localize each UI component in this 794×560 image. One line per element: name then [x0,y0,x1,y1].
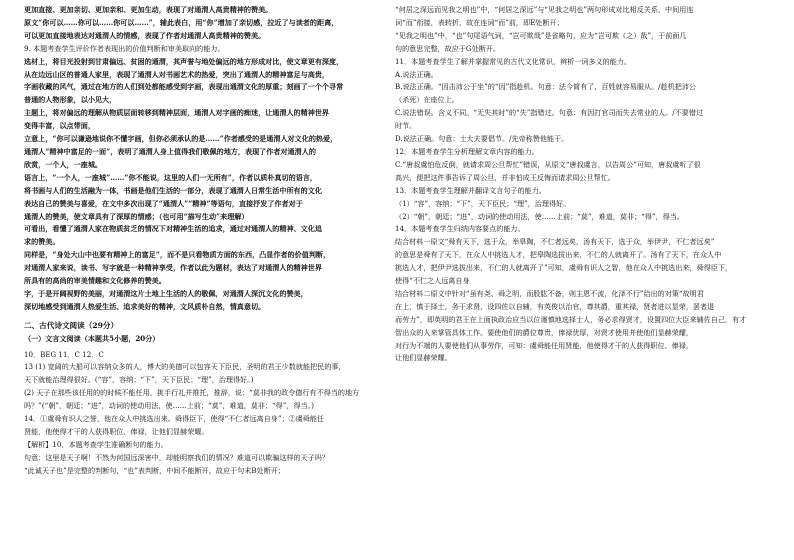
left-text-line: 从在边远山区的普通人家里，表现了通渭人对书画艺术的热爱，突出了通渭人的精神富足与高贵， [24,69,330,79]
answer-text-line: (2) 天子在那些该任用的的时候不能任用，挑手行礼并推托，推辞，说：“莫非我的政令德行有不得当的地方 [24,388,360,398]
left-text-line: 对通渭人家来说，读书、写字就是一种精神享受，作者以此为题材，表达了对通渭人的精神世界 [24,263,322,273]
right-text-line: B.说法正确。“因击沛公于坐”的“因”指趁机。句意：法今简有了，百姓就容易服从。/趁机把沛公 [395,82,697,92]
answer-text-line: 天下就能治理得很好。(“容”，容纳；“下”，天下臣民；“理”，治理得好。) [24,375,254,385]
right-text-line: 结合材料一原文“舜有天下，选于众，举皋陶，不仁者远矣，汤有天下，选于众，举伊尹，不仁者远矣” [395,237,715,247]
left-text-line: 原文“你可以……你可以……你可以……”，辅此表白，用“你”增加了亲切感，拉近了与读者的距离， [24,17,339,27]
left-text-line: 可看出，看懂了通渭人家在物质贫乏的情况下对精神生活的追求，通过对通渭人的精神、文化追 [24,224,322,234]
left-text-line: 通渭人的赞美，使文章具有了深厚的情感；（也可用“描写生动”来理解） [24,211,249,221]
left-text-line: 深切地感受到通渭人热爱生活、追求美好的精神，文风质朴自然，情真意切。 [24,301,266,311]
left-text-line: 立意上，“你可以谦逊地说你不懂字画，但你必须承认的是……”作者感受的是通渭人对文化的热爱， [24,134,338,144]
left-text-line: 选材上，将目光投射到甘肃偏远、贫困的通渭，其声誉与地处偏远的地方形成对比，使文章更有深度， [24,56,344,66]
subsection-title: （一）文言文阅读（本题共5小题，20分） [24,333,160,343]
answer-text-line: 【解析】10．本题考查学生准确断句的能力。 [24,439,168,449]
left-text-line: 主题上，将对偏远的理解从物质层面转移到精神层面，通渭人对字画的痴迷，让通渭人的精神世界 [24,108,330,118]
left-column [24,4,374,478]
right-text-line: 而劳力”，即英明的君王在上面执政治应当以位谨慎地选择士人，务必求得贤才，设置四位大臣来辅佐自己，有才 [395,314,747,324]
right-text-line: 挑选人才，把伊尹选拔出来，不仁的人就离开了”可知，虞舜有识人之智，他在众人中挑选出来，舜得臣下， [395,263,733,273]
right-text-line: C.“唐叔虞怕危反倒，就请求周公旦帮忙”错误，从原文“唐叔虞言，以告周公”可知，唐叔虞听了很 [395,159,701,169]
left-text-line: 更加直接、更加亲切、更加亲和、更加生动，表现了对通渭人高贵精神的赞美。 [24,5,273,14]
right-text-line: （1）“容”，容纳；“下”，天下臣民；“理”，治理得好。 [395,198,571,208]
right-text-line: 在上，慎于择士，务于求贤，设四佐以自辅，有英俊以治官，尊其爵，重其禄，贤者进以显荣，罢者退 [395,301,715,311]
left-text-line: 通渭人“精神中富足的一面”，表明了通渭人身上值得我们敬佩的地方，表现了作者对通渭人的 [24,146,316,156]
answer-text-line: 吗？”(“朝”，朝廷；“进”，动词的使动用法，使……上前；“莫”，难道，莫非；“得”，得当。) [24,401,314,411]
left-text-line: 将书画与人们的生活融为一体，书画是他们生活的一部分，表现了通渭人日常生活中所有的文化 [24,185,322,195]
left-text-line: 变得丰富，以点带面， [24,121,95,131]
right-text-line: 12．本题考查学生分析理解文章内容的能力。 [395,146,539,156]
answer-text-line: “此诚天子也”是完整的判断句，“也”表判断，中间不能断开，故应于句末B处断开； [24,465,285,475]
left-text-line: 字，于是开阔视野的美丽，对通渭这片土地上生活的人的敬佩，对通渭人深沉文化的赞美， [24,288,308,298]
right-text-line: 智出众的人来掌管具体工作。要使他们的爵位尊贵，俸禄优厚，对贤才使用并使他们显赫荣耀， [395,327,693,337]
right-text-line: 高兴，便把这件事告诉了周公旦，并非怕成王反悔而请求周公旦帮忙。 [395,172,615,182]
right-text-line: 对行为不端的人要使他们从事劳作，可知：虞舜能任用贤能，他使得才干的人获得职位、俸禄， [395,340,693,350]
answer-text-line: 13 (1) 宽阔的大船可以容纳众多的人，博大的美德可以包容天下臣民，圣明的君王少数就能把民的事， [24,362,346,372]
right-text-line: A.说法正确。 [395,69,438,79]
right-column [395,4,773,365]
answer-key-line: 10．BEG 11．C 12．C [24,349,104,359]
section-title: 二、古代诗文阅读（29分） [24,320,119,330]
right-text-line: 句的意思完整，故应于G处断开。 [395,43,500,53]
right-text-line: 词“而”衔接，表转折，故在连词“而”前，即E处断开； [395,17,564,27]
right-text-line: （杀死）在座位上。 [395,95,459,105]
right-text-line: “见我之明也”中，“也”句尾语气词，“岂可欺哉”是省略句，应为“岂可欺（之）哉”，于前面几 [395,30,687,40]
right-text-line: 的意思是舜有了天下，在众人中挑选人才，把皋陶选拔出来，不仁的人就离开了。汤有了天下，在众人中 [395,250,722,260]
left-text-line: 9. 本题考查学生评价作者表现出的价值判断和审美取向的能力。 [24,43,225,53]
right-text-line: D.说法正确。句意：士大夫要倡节。/先帝称赞他能干。 [395,134,569,144]
left-text-line: 可以更加直接地表达对通渭人的情感，表现了作者对通渭人高贵精神的赞美。 [24,30,266,40]
left-text-line: 表达自己的赞美与喜爱，在文中多次出现了“通渭人”“精神”等语句，直接抒发了作者对于 [24,198,303,208]
right-text-line: 11．本题考查学生了解并掌握常见的古代文化常识，辨析一词多义的能力。 [395,56,632,66]
right-text-line: 使得“不仁之人远离自身 [395,276,470,286]
right-text-line: 结合材料二原文中针对“虽有尧、舜之明，而股肱不备，则主恩不流，化泽不行”给出的对策“故明君 [395,288,704,298]
right-text-line: 13．本题考查学生理解并翻译文言句子的能力。 [395,185,546,195]
left-text-line: 欣赏，一个人，一座城。 [24,159,103,169]
right-text-line: 时节。 [395,121,417,131]
answer-text-line: 句意：这里是天子啊！不然为何国远深害中，却能明察我们的情况？难道可以欺骗这样的天子吗？ [24,452,330,462]
left-text-line: 普通的人物形象，以小见大， [24,95,117,105]
answer-text-line: 贤能，他使得才干的人获得职位、俸禄，让他们显赫荣耀。 [24,427,209,436]
left-text-line: 语言上，“一个人，一座城”……“你不能说，这里的人们一无所有”，作者以质朴真切的语言， [24,172,317,182]
right-text-line: 14．本题考查学生归纳内容要点的能力。 [395,224,525,234]
left-text-line: 字画收藏的风气，通过在地方的人们到处都能感受到字画，表现出通渭文化的厚重；刻画了一个个寻常 [24,82,344,92]
right-text-line: 让他们显赫荣耀。 [395,353,452,363]
right-text-line: （2）“朝”，朝廷；“进”，动词的使动用法，使……上前；“莫”，难道，莫非；“得”，得当。 [395,211,684,221]
answer-text-line: 14．①虞舜有识人之誉，他在众人中挑选出来。舜得臣下，使得“不仁者远离自身”；②虞舜能任 [24,414,325,424]
left-text-line: 所具有的高尚的审美情趣和文化修养的赞美。 [24,276,166,286]
right-text-line: C.说法错误。含义不同。“无失其时”的“失”指错过。句意：有因打官司而失去常业的人。/不要错过 [395,108,704,118]
left-text-line: 求的赞美。 [24,237,60,247]
right-text-line: “何居之深远而见我之明也”中，“何居之深远”与“见我之明也”两句形成对比相反关系，中间用连 [395,5,694,14]
left-text-line: 同样是，“身处大山中也要有精神上的富足”，而不是只看物质方面的东西，凸显作者的价值判断， [24,250,331,260]
